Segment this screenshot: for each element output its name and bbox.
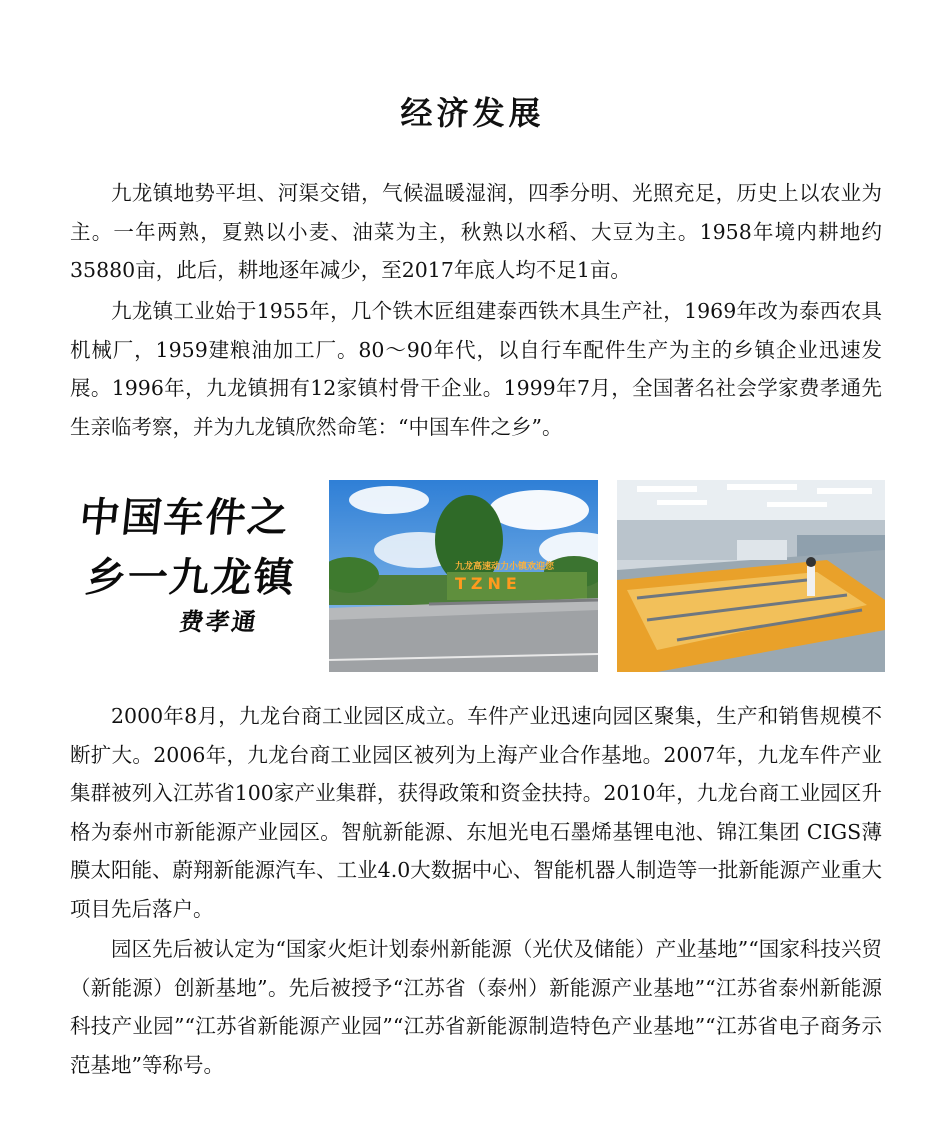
sign-brand-text: TZNE [455, 574, 522, 593]
calligraphy-image [70, 480, 300, 672]
factory-photo [617, 480, 885, 672]
page-title: 经济发展 [400, 94, 545, 132]
calligraphy-line-1: 中国车件之 [77, 494, 293, 541]
sign-top-text: 九龙高速动力小镇欢迎您 [455, 562, 555, 572]
paragraph-agriculture: 九龙镇地势平坦、河渠交错，气候温暖湿润，四季分明、光照充足，历史上以农业为主。一年两熟，夏熟以小麦、油菜为主，秋熟以水稻、大豆为主。1958年境内耕地约35880亩，此后，耕地逐年减少，至2017年底人均不足1亩。 [70, 181, 882, 282]
paragraph-honors: 园区先后被认定为“国家火炬计划泰州新能源（光伏及储能）产业基地”“国家科技兴贸（新能源）创新基地”。先后被授予“江苏省（泰州）新能源产业基地”“江苏省泰州新能源科技产业园”“江苏省新能源产业园”“江苏省新能源制造特色产业基地”“江苏省电子商务示范基地”等称号。 [70, 937, 882, 1077]
paragraph-industrial-park: 2000年8月，九龙台商工业园区成立。车件产业迅速向园区聚集，生产和销售规模不断扩大。2006年，九龙台商工业园区被列为上海产业合作基地。2007年，九龙车件产业集群被列入江苏省100家产业集群，获得政策和资金扶持。2010年，九龙台商工业园区升格为泰州市新能源产业园区。智航新能源、东旭光电石墨烯基锂电池、锦江集团 CIGS薄膜太阳能、蔚翔新能源汽车、工业4.0大数据中心、智能机器人制造等一批新能源产业重大项目先后落户。 [70, 704, 882, 921]
image-row [70, 480, 885, 672]
paragraph-industry-history: 九龙镇工业始于1955年，几个铁木匠组建泰西铁木具生产社，1969年改为泰西农具机械厂，1959建粮油加工厂。80～90年代，以自行车配件生产为主的乡镇企业迅速发展。1996年，九龙镇拥有12家镇村骨干企业。1999年7月，全国著名社会学家费孝通先生亲临考察，并为九龙镇欣然命笔：“中国车件之乡”。 [70, 299, 882, 439]
factory-scene [617, 480, 885, 672]
calligraphy-line-2: 乡一九龙镇 [83, 554, 299, 601]
town-entrance-photo [329, 480, 598, 672]
calligraphy-signature: 费孝通 [177, 607, 260, 636]
